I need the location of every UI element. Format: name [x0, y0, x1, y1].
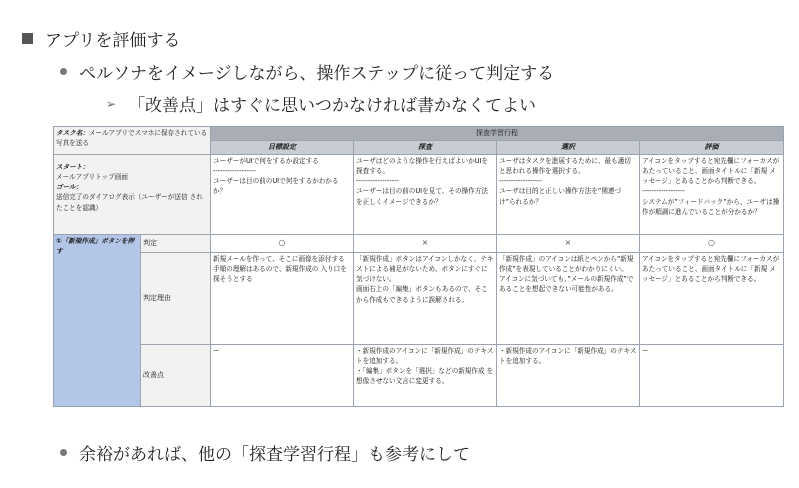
- task-name-cell: [54, 127, 211, 155]
- step-label: ①「新規作成」ボタンを押す: [56, 236, 135, 255]
- goal-text: 送信完了のダイアログ表示（ユーザーが送信 されたことを認識）: [56, 193, 203, 212]
- question-cell-explore: [354, 154, 497, 234]
- question-text: ユーザはどのような操作を行えばよいかUIを探査する。: [356, 156, 489, 175]
- goal-label: ゴール：: [56, 183, 83, 192]
- question-text: ユーザは目的と正しい操作方法を”関連づけ”られるか？: [499, 187, 622, 206]
- judge-label: 判定: [141, 234, 211, 252]
- bullet-level1: [22, 26, 180, 51]
- start-label: スタート：: [56, 162, 89, 171]
- question-cell-goal: [211, 154, 354, 234]
- judge-cell-evaluate: ○: [640, 234, 784, 252]
- bullet-text: アプリを評価する: [45, 31, 181, 51]
- reason-label: 判定理由: [141, 252, 211, 344]
- improve-cell-goal: [211, 344, 354, 406]
- judge-cell-goal: ○: [211, 234, 354, 252]
- reason-text: 新規メールを作って、そこに画像を添付する手順の理解はあるので、新規作成の 入り口を探そうとする: [213, 254, 347, 284]
- bullet-text: 余裕があれば、他の「探査学習行程」も参考にして: [79, 445, 470, 465]
- bullet-text: ペルソナをイメージしながら、操作ステップに従って判定する: [79, 64, 555, 84]
- question-text: ユーザはタスクを進展するために、最も適切と思われる操作を選択する。: [499, 156, 631, 175]
- improve-text: ・新規作成のアイコンに「新規作成」のテキストを追加する。 ・「編集」ボタンを「選択」などの新規作成 を想像させない文言に変更する。: [356, 346, 494, 386]
- col-header-goal: 目標設定: [211, 140, 354, 154]
- reason-text: 「新規作成」ボタンはアイコンしかなく、テキストによる補足がないため、ボタンにすぐに気づけない。 画面右上の「編集」ボタンもあるので、そこから作成もできるように誤解される。: [356, 254, 494, 304]
- improve-text: ー: [213, 346, 220, 355]
- dot-bullet-icon: [60, 68, 67, 75]
- improve-text: ー: [642, 346, 649, 355]
- square-bullet-icon: [22, 33, 33, 44]
- judge-cell-select: ×: [497, 234, 640, 252]
- task-label: タスク名：: [56, 129, 89, 137]
- question-text: システムが”フィードバック”から、ユーザは操作が順調に進んでいることが分かるか？: [642, 197, 780, 216]
- improve-cell-explore: [354, 344, 497, 406]
- question-divider: ------------------: [499, 177, 542, 186]
- question-cell-evaluate: [640, 154, 784, 234]
- reason-cell-explore: [354, 252, 497, 344]
- question-divider: ------------------: [642, 187, 685, 196]
- bullet-level2: [60, 59, 554, 84]
- improve-label: 改善点: [141, 344, 211, 406]
- judge-cell-explore: ×: [354, 234, 497, 252]
- bullet-level2-bottom: [60, 440, 470, 465]
- improve-text: ・新規作成のアイコンに「新規作成」のテキストを追加する。: [499, 346, 637, 365]
- start-text: メールアプリトップ画面: [56, 172, 128, 181]
- question-text: ユーザーは目の前のUIで何をするかわかるか？: [213, 177, 339, 196]
- question-divider: ------------------: [213, 166, 256, 175]
- question-divider: ------------------: [356, 177, 399, 186]
- reason-cell-evaluate: [640, 252, 784, 344]
- question-text: ユーザーがUIで何をするか設定する: [213, 156, 319, 165]
- reason-cell-select: [497, 252, 640, 344]
- main-header: 探査学習行程: [211, 127, 784, 141]
- question-cell-select: [497, 154, 640, 234]
- question-text: ユーザーは目の前のUIを見て、その操作方法を正しくイメージできるか？: [356, 187, 488, 206]
- bullet-level3: [106, 91, 536, 116]
- col-header-explore: 探査: [354, 140, 497, 154]
- reason-cell-goal: [211, 252, 354, 344]
- improve-cell-evaluate: [640, 344, 784, 406]
- reason-text: アイコンをタップすると宛先欄にフォーカスがあたっていること、画面タイトルに「新規 メッセージ」とあることから判断できる。: [642, 254, 780, 284]
- arrow-bullet-icon: ➢: [106, 96, 117, 111]
- col-header-evaluate: 評価: [640, 140, 784, 154]
- start-goal-cell: [54, 154, 211, 234]
- col-header-select: 選択: [497, 140, 640, 154]
- improve-cell-select: [497, 344, 640, 406]
- reason-text: 「新規作成」のアイコンは紙とペンから”新規作成”を表現していることがわかりにくい。 アイコンに気づいても、”メールの新規作成”であることを想起できない可能性がある。: [499, 254, 634, 294]
- task-text: メールアプリでスマホに保存されている写真を送る: [56, 129, 208, 148]
- dot-bullet-icon: [60, 449, 67, 456]
- walkthrough-table: [53, 126, 784, 407]
- step-label-cell: [54, 234, 141, 406]
- question-text: アイコンをタップすると宛先欄にフォーカスがあたっていること、画面タイトルに「新規 メッセージ」とあることから判断できる。: [642, 156, 780, 186]
- bullet-text: 「改善点」はすぐに思いつかなければ書かなくてよい: [128, 96, 537, 116]
